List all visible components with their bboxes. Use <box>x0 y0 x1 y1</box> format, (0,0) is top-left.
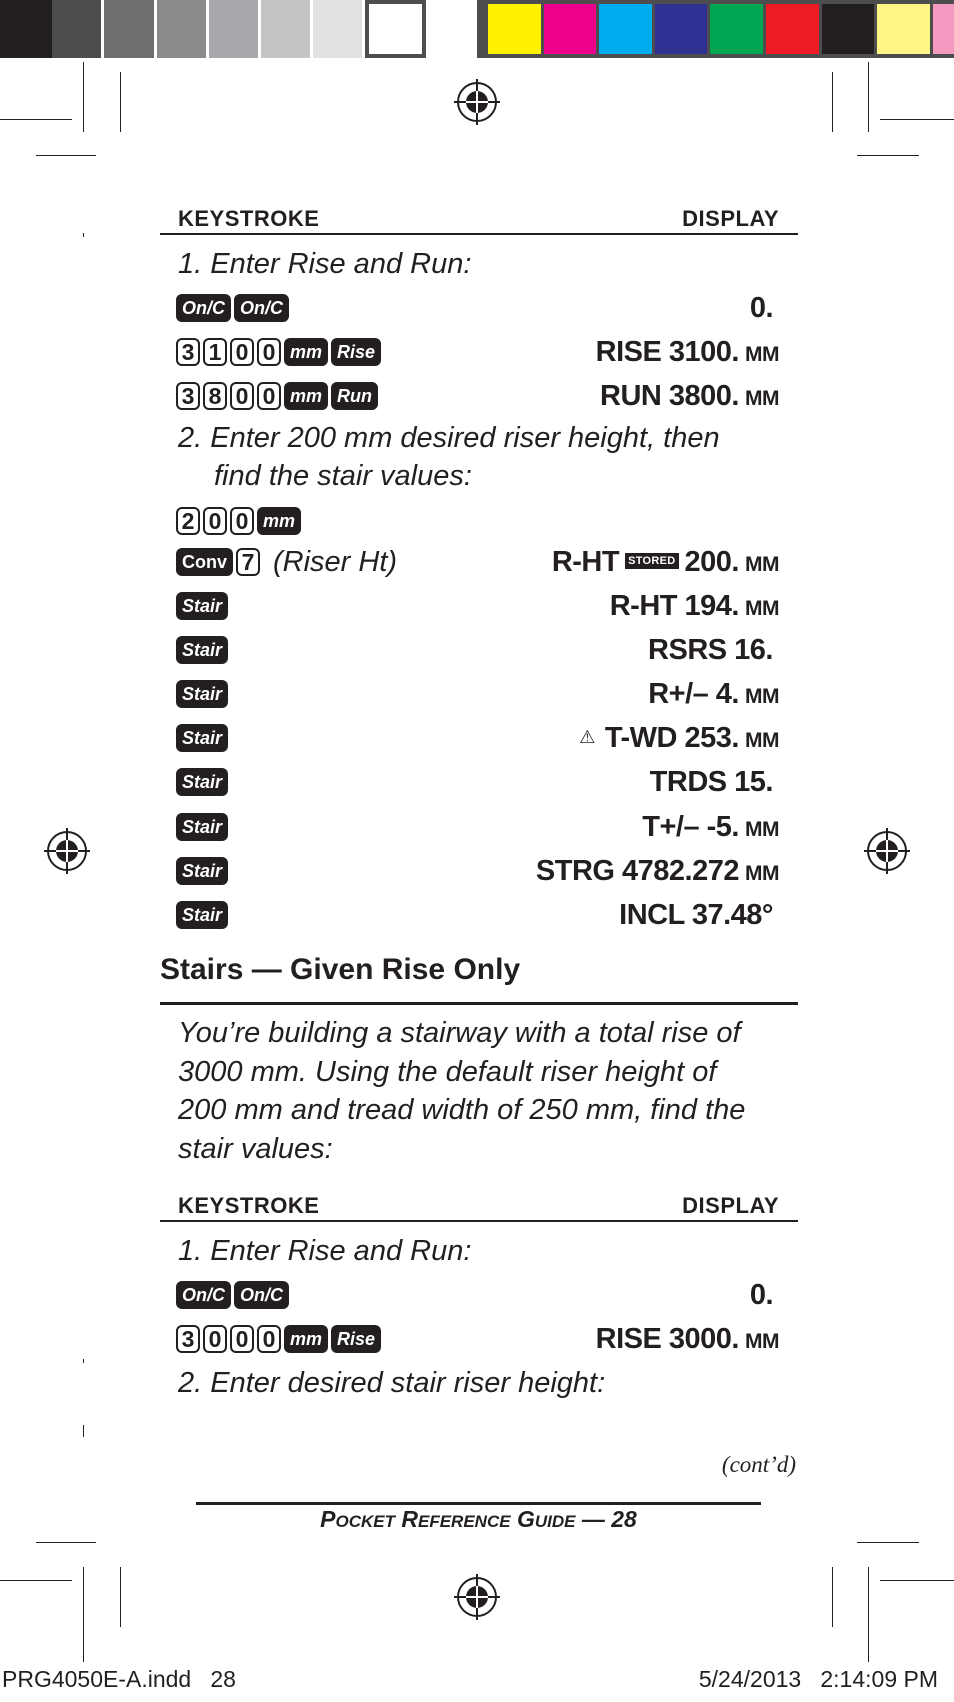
keystroke-row <box>176 766 228 798</box>
display-unit: MM <box>745 817 779 841</box>
display-prefix: R-HT <box>551 546 620 578</box>
keystroke-row <box>176 855 228 887</box>
digit-key[interactable]: 8 <box>203 382 227 410</box>
gray-swatch <box>261 0 310 58</box>
display-value: T-WD 253. <box>604 722 739 755</box>
display-value: RUN 3800. <box>600 380 739 412</box>
keystroke-row <box>176 678 228 710</box>
digit-key[interactable]: 7 <box>236 548 260 576</box>
on-c-key[interactable]: On/C <box>176 294 231 322</box>
color-swatch <box>766 4 819 54</box>
header-rule <box>160 233 798 235</box>
color-swatch <box>544 4 597 54</box>
display-value: RSRS 16. <box>648 634 773 667</box>
registration-mark-right <box>862 826 912 876</box>
stair-key[interactable]: Stair <box>176 636 228 664</box>
section-title: Stairs — Given Rise Only <box>160 953 521 986</box>
keystroke-header-2: KEYSTROKE <box>178 1193 320 1218</box>
display-readout <box>648 634 779 667</box>
digit-key[interactable]: 3 <box>176 382 200 410</box>
stair-key[interactable]: Stair <box>176 680 228 708</box>
paragraph-line: 200 mm and tread width of 250 mm, find the <box>178 1094 746 1126</box>
display-readout <box>610 590 779 623</box>
paragraph-line: 3000 mm. Using the default riser height of <box>178 1055 717 1088</box>
display-value: STRG 4782.272 <box>535 854 739 887</box>
display-value: 0. <box>749 1279 773 1311</box>
mm-key[interactable]: mm <box>284 338 328 366</box>
keystroke-row <box>176 380 378 412</box>
display-value: T+/– -5. <box>642 810 739 843</box>
display-value: RISE 3000. <box>595 1323 739 1355</box>
digit-key[interactable]: 3 <box>176 1325 200 1353</box>
keystroke-row <box>176 1279 289 1311</box>
display-value: R-HT 194. <box>609 590 739 622</box>
display-readout <box>642 811 779 844</box>
footer-title-g: G <box>516 1506 535 1532</box>
digit-key[interactable]: 0 <box>230 338 254 366</box>
display-readout <box>596 1323 779 1356</box>
display-unit: MM <box>745 729 779 753</box>
footer-title-r: R <box>401 1506 418 1532</box>
gray-swatch <box>209 0 258 58</box>
color-swatch <box>655 4 708 54</box>
color-swatch <box>933 4 954 54</box>
display-readout <box>648 678 779 711</box>
color-swatch <box>877 4 930 54</box>
display-readout <box>600 380 779 413</box>
display-unit: MM <box>745 387 779 410</box>
display-value: RISE 3100. <box>595 336 739 368</box>
display-readout <box>536 855 779 888</box>
warning-icon: ⚠ <box>579 727 595 748</box>
display-unit: MM <box>745 1330 779 1353</box>
stored-badge: STORED <box>625 553 678 569</box>
step-1-instruction-2: 1. Enter Rise and Run: <box>178 1235 472 1267</box>
keystroke-row <box>176 722 228 754</box>
display-unit: MM <box>745 861 779 885</box>
keystroke-row <box>176 634 228 666</box>
digit-key[interactable]: 0 <box>203 1325 227 1353</box>
display-value: R+/– 4. <box>648 678 739 711</box>
digit-key[interactable]: 1 <box>203 338 227 366</box>
registration-mark-top <box>452 77 502 127</box>
on-c-key[interactable]: On/C <box>234 294 289 322</box>
stair-key[interactable]: Stair <box>176 768 228 796</box>
keystroke-header: KEYSTROKE <box>178 206 320 231</box>
run-key[interactable]: Run <box>331 382 378 410</box>
header-rule-2 <box>160 1220 798 1222</box>
footer-title-uide: UIDE <box>534 1512 576 1531</box>
footer-title-p: P <box>320 1506 336 1532</box>
display-readout <box>650 766 779 799</box>
display-readout <box>579 722 779 755</box>
slug-datetime: 5/24/2013 2:14:09 PM <box>698 1666 938 1692</box>
display-value: INCL 37.48° <box>619 898 773 931</box>
footer-rule <box>196 1502 761 1505</box>
keystroke-row <box>176 336 381 368</box>
display-value: 0. <box>749 292 773 324</box>
color-swatch <box>599 4 652 54</box>
display-unit: MM <box>745 597 779 620</box>
digit-key[interactable]: 0 <box>257 382 281 410</box>
rise-key[interactable]: Rise <box>331 1325 381 1353</box>
stair-key[interactable]: Stair <box>176 857 228 885</box>
stair-key[interactable]: Stair <box>176 813 228 841</box>
digit-key[interactable]: 0 <box>230 507 254 535</box>
digit-key[interactable]: 3 <box>176 338 200 366</box>
stair-key[interactable]: Stair <box>176 724 228 752</box>
display-riser-stored <box>552 546 779 579</box>
digit-key[interactable]: 0 <box>230 1325 254 1353</box>
on-c-key[interactable]: On/C <box>234 1281 289 1309</box>
gray-swatch <box>157 0 206 58</box>
step-2-instruction-2: 2. Enter desired stair riser height: <box>178 1367 606 1399</box>
stair-key[interactable]: Stair <box>176 901 228 929</box>
section-paragraph <box>178 1014 798 1168</box>
display-unit: MM <box>745 343 779 366</box>
mm-key[interactable]: mm <box>284 1325 328 1353</box>
footer-title-ocket: OCKET <box>335 1512 395 1531</box>
on-c-key[interactable]: On/C <box>176 1281 231 1309</box>
conv-key[interactable]: Conv <box>176 548 233 576</box>
gray-swatch <box>104 0 153 58</box>
continued-label: (cont’d) <box>721 1452 796 1477</box>
display-header: DISPLAY <box>682 206 779 231</box>
display-readout <box>596 336 779 369</box>
gray-swatch <box>52 0 101 58</box>
keystroke-row <box>176 292 289 324</box>
gray-swatch <box>365 0 425 58</box>
registration-mark-bottom <box>452 1572 502 1622</box>
digit-key[interactable]: 2 <box>176 507 200 535</box>
color-swatch <box>710 4 763 54</box>
display-unit: MM <box>745 685 779 709</box>
keystroke-row <box>176 1323 381 1355</box>
keystroke-row <box>176 590 228 622</box>
keystroke-conv-7 <box>176 546 397 578</box>
display-readout <box>750 292 779 325</box>
footer-title <box>196 1506 761 1533</box>
paragraph-line: You’re building a stairway with a total rise of <box>178 1017 741 1049</box>
digit-key[interactable]: 0 <box>230 382 254 410</box>
display-value: TRDS 15. <box>649 766 773 799</box>
step-2-instruction: 2. Enter 200 mm desired riser height, then <box>178 422 720 454</box>
display-unit: MM <box>745 553 779 576</box>
stair-key[interactable]: Stair <box>176 592 228 620</box>
color-swatch <box>822 4 875 54</box>
display-header-2: DISPLAY <box>682 1193 779 1218</box>
digit-key[interactable]: 0 <box>257 338 281 366</box>
rise-key[interactable]: Rise <box>331 338 381 366</box>
step-1-instruction: 1. Enter Rise and Run: <box>178 248 472 280</box>
display-value: 200. <box>684 546 739 578</box>
registration-mark-left <box>42 826 92 876</box>
section-rule <box>160 1002 798 1005</box>
digit-key[interactable]: 0 <box>257 1325 281 1353</box>
digit-key[interactable]: 0 <box>203 507 227 535</box>
keystroke-row <box>176 899 228 931</box>
keystroke-row <box>176 811 228 843</box>
riser-ht-note: (Riser Ht) <box>273 545 398 578</box>
mm-key[interactable]: mm <box>257 507 301 535</box>
gray-swatch <box>0 0 52 58</box>
step-2-instruction-cont: find the stair values: <box>214 460 472 492</box>
display-readout <box>619 899 779 932</box>
keystroke-200-mm <box>176 505 301 537</box>
display-readout <box>750 1279 779 1312</box>
color-swatch <box>488 4 541 54</box>
slug-filename: PRG4050E-A.indd 28 <box>2 1666 236 1692</box>
footer-title-eference: EFERENCE <box>418 1512 511 1531</box>
footer-title-page: — 28 <box>581 1506 637 1532</box>
mm-key[interactable]: mm <box>284 382 328 410</box>
gray-swatch <box>313 0 362 58</box>
paragraph-line: stair values: <box>178 1132 333 1165</box>
